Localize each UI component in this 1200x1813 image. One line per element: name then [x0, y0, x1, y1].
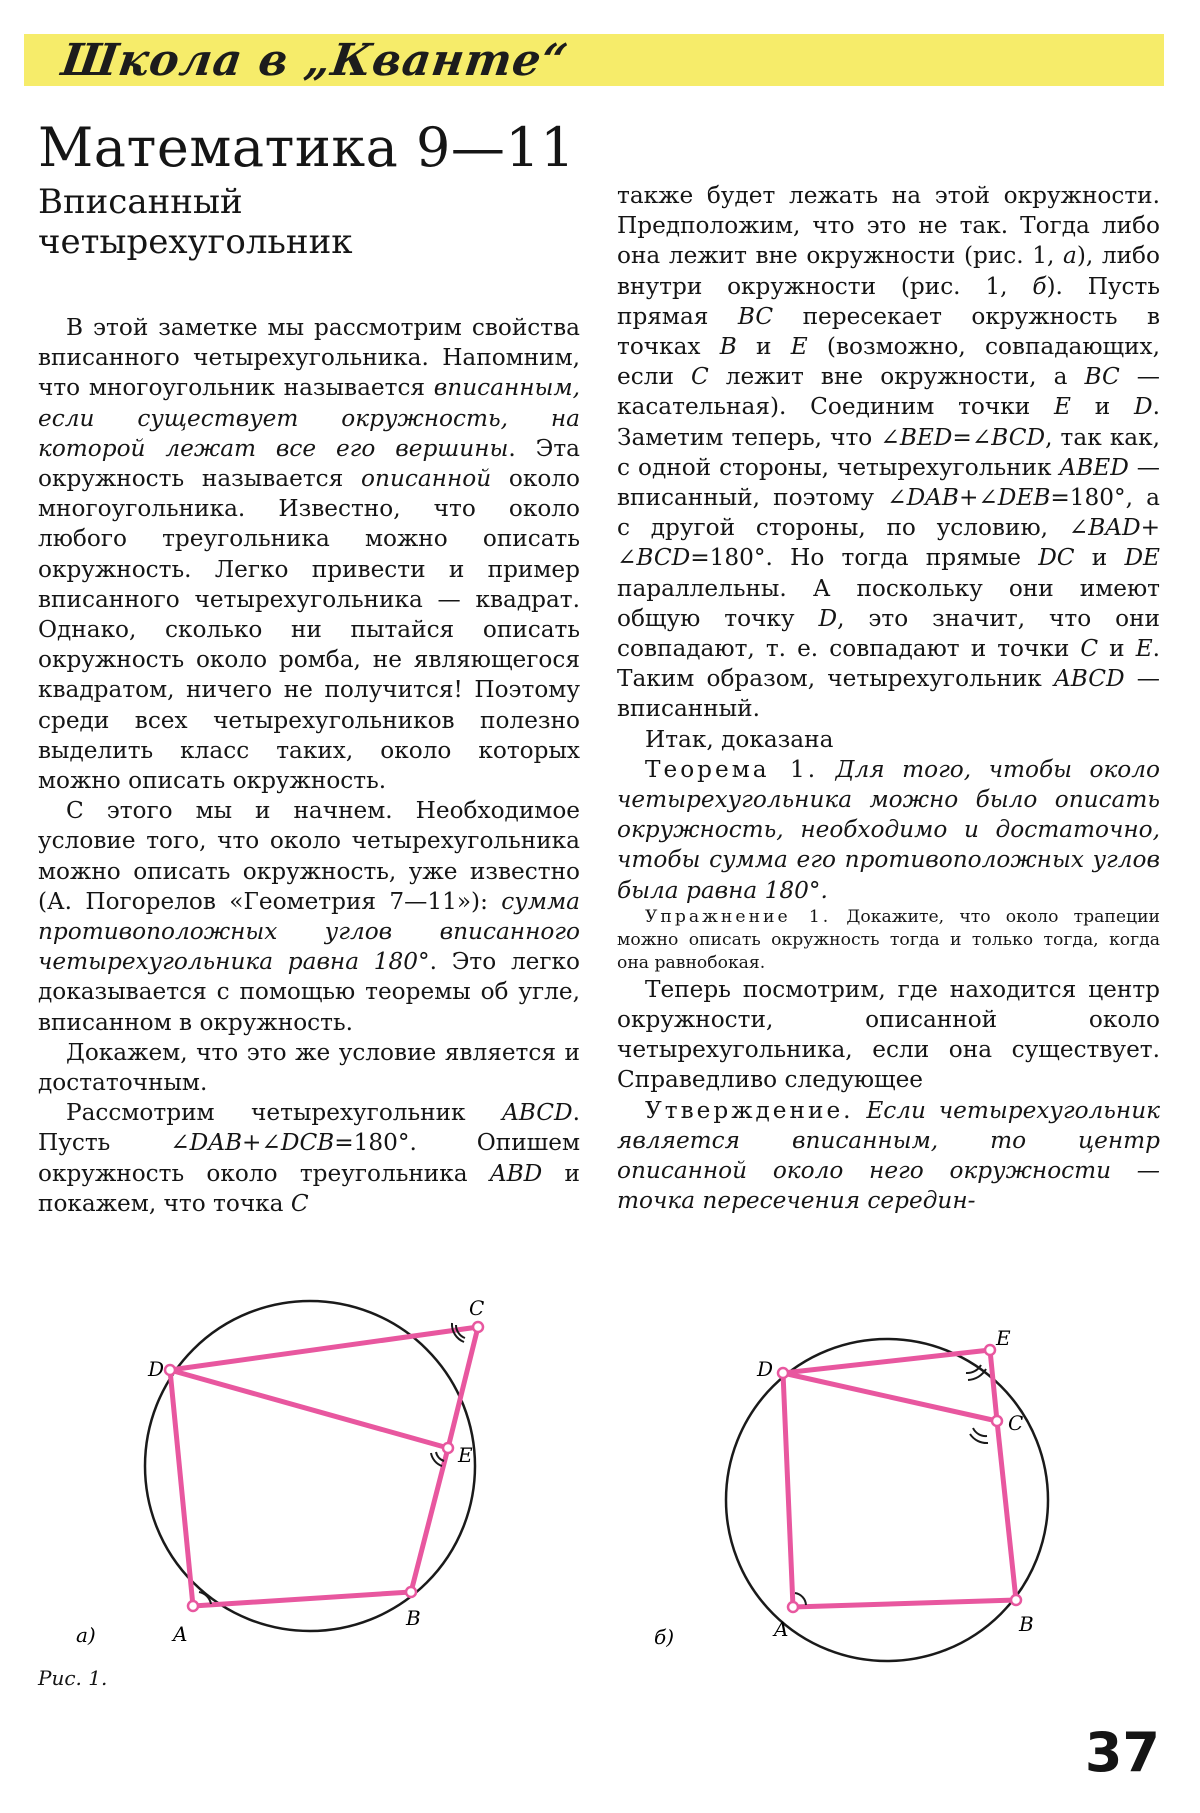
label-A: A: [173, 1622, 188, 1646]
sub-caption-a: а): [76, 1623, 96, 1647]
figure-a: [76, 1296, 484, 1647]
banner-title: Школа в „Кванте“: [58, 35, 572, 86]
segment-DC-b: [783, 1373, 997, 1421]
paragraph: Докажем, что это же условие является и достаточным.: [38, 1038, 580, 1097]
label-D: D: [148, 1357, 165, 1381]
circumcircle-b: [726, 1339, 1048, 1661]
label-A: A: [774, 1617, 789, 1641]
exercise: Упражнение 1. Докажите, что около трапеции можно описать окружность тогда и только тогда, когда она равнобокая.: [617, 906, 1160, 973]
label-C: C: [469, 1296, 485, 1320]
figure-b: [654, 1326, 1048, 1661]
figure-1: [0, 1290, 1200, 1690]
article-subtitle: Вписанный четырехугольник: [38, 182, 353, 262]
page-number: 37: [1084, 1721, 1160, 1784]
paragraph: Итак, доказана: [645, 725, 834, 753]
paragraph: Рассмотрим четырехугольник ABCD. Пусть ∠DAB+∠DCB=180°. Опишем окружность около треугольника ABD и покажем, что точка C: [38, 1099, 581, 1217]
label-B: B: [1019, 1612, 1034, 1636]
paragraph: Теперь посмотрим, где находится центр окружности, описанной около четырехугольника, если она существует. Справедливо следующее: [617, 975, 1160, 1094]
text-column-right: [617, 181, 1160, 1217]
paragraph: С этого мы и начнем. Необходимое условие того, что около четырехугольника можно описать окружность, уже известно (А. Погорелов «Геометрия 7—11»): сумма противоположных углов вписанного четырехугольника равна 180°. Это легко доказывается с помощью теоремы об угле, вписанном в окружность.: [38, 797, 580, 1036]
paragraph: также будет лежать на этой окружности. Предположим, что это не так. Тогда либо она лежит вне окружности (рис. 1, а), либо внутри окружности (рис. 1, б). Пусть прямая BC пересекает окружность в точках B и E (возможно, совпадающих, если C лежит вне окружности, а BC — касательная). Соединим точки E и D. Заметим теперь, что ∠BED=∠BCD, так как, с одной стороны, четырехугольник ABED — вписанный, поэтому ∠DAB+∠DEB=180°, а с другой стороны, по условию, ∠BAD+ ∠BCD=180°. Но тогда прямые DC и DE параллельны. А поскольку они имеют общую точку D, это значит, что они совпадают, т. е. совпадают и точки C и E. Таким образом, четырехугольник ABCD — вписанный.: [617, 182, 1161, 723]
text-column-left: [38, 313, 580, 1219]
section-banner: [24, 34, 1164, 86]
statement: Утверждение. Если четырехугольник является вписанным, то центр описанной около него окружности — точка пересечения середин-: [617, 1096, 1160, 1215]
label-D: D: [757, 1357, 774, 1381]
paragraph: В этой заметке мы рассмотрим свойства вписанного четырехугольника. Напомним, что многоугольник называется вписанным, если существует окружность, на которой лежат все его вершины. Эта окружность называется описанной около многоугольника. Известно, что около любого треугольника можно описать окружность. Легко привести и пример вписанного четырехугольника — квадрат. Однако, сколько ни пытайся описать окружность около ромба, не являющегося квадратом, ничего не получится! Поэтому среди всех четырехугольников полезно выделить класс таких, около которых можно описать окружность.: [38, 314, 580, 795]
sub-caption-b: б): [654, 1625, 675, 1649]
quadrilateral-a: [170, 1327, 478, 1606]
label-E: E: [458, 1443, 473, 1467]
label-C: C: [1008, 1411, 1024, 1435]
figure-caption: Рис. 1.: [38, 1666, 108, 1690]
quadrilateral-b: [783, 1350, 1016, 1607]
segment-DE-a: [170, 1370, 448, 1448]
page-title: Математика 9—11: [38, 116, 576, 179]
theorem: Теорема 1. Для того, чтобы около четырехугольника можно было описать окружность, необходимо и достаточно, чтобы сумма его противоположных углов была равна 180°.: [617, 755, 1160, 904]
label-B: B: [406, 1606, 421, 1630]
label-E: E: [996, 1326, 1011, 1350]
